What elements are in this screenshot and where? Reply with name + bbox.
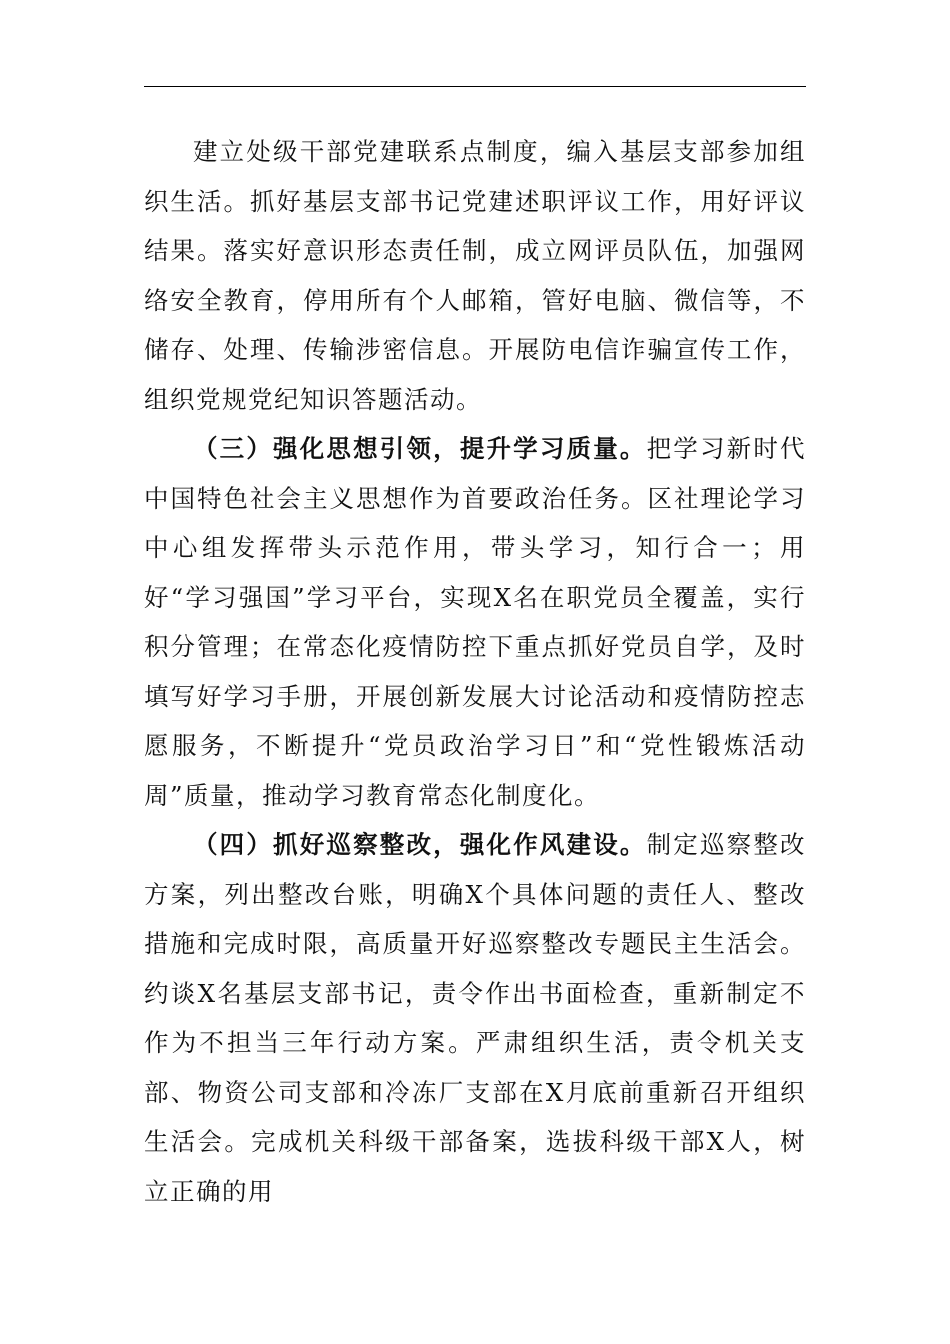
- paragraph-1: [144, 127, 806, 424]
- paragraph-3-heading: （四）抓好巡察整改，强化作风建设。: [193, 830, 647, 859]
- paragraph-3-text: 制定巡察整改方案，列出整改台账，明确X个具体问题的责任人、整改措施和完成时限，高质量开好巡察整改专题民主生活会。约谈X名基层支部书记，责令作出书面检查，重新制定不作为不担当三年行动方案。严肃组织生活，责令机关支部、物资公司支部和冷冻厂支部在X月底前重新召开组织生活会。完成机关科级干部备案，选拔科级干部X人，树立正确的用: [144, 830, 807, 1206]
- paragraph-2-heading: （三）强化思想引领，提升学习质量。: [193, 434, 647, 463]
- header-rule: [144, 86, 806, 87]
- paragraph-3: [144, 820, 806, 1216]
- paragraph-1-text: 建立处级干部党建联系点制度，编入基层支部参加组织生活。抓好基层支部书记党建述职评议工作，用好评议结果。落实好意识形态责任制，成立网评员队伍，加强网络安全教育，停用所有个人邮箱，管好电脑、微信等，不储存、处理、传输涉密信息。开展防电信诈骗宣传工作，组织党规党纪知识答题活动。: [144, 137, 806, 414]
- paragraph-2: [144, 424, 806, 820]
- document-body: [144, 127, 806, 1216]
- paragraph-2-text: 把学习新时代中国特色社会主义思想作为首要政治任务。区社理论学习中心组发挥带头示范作用，带头学习，知行合一；用好“学习强国”学习平台，实现X名在职党员全覆盖，实行积分管理；在常态化疫情防控下重点抓好党员自学，及时填写好学习手册，开展创新发展大讨论活动和疫情防控志愿服务，不断提升“党员政治学习日”和“党性锻炼活动周”质量，推动学习教育常态化制度化。: [144, 434, 807, 810]
